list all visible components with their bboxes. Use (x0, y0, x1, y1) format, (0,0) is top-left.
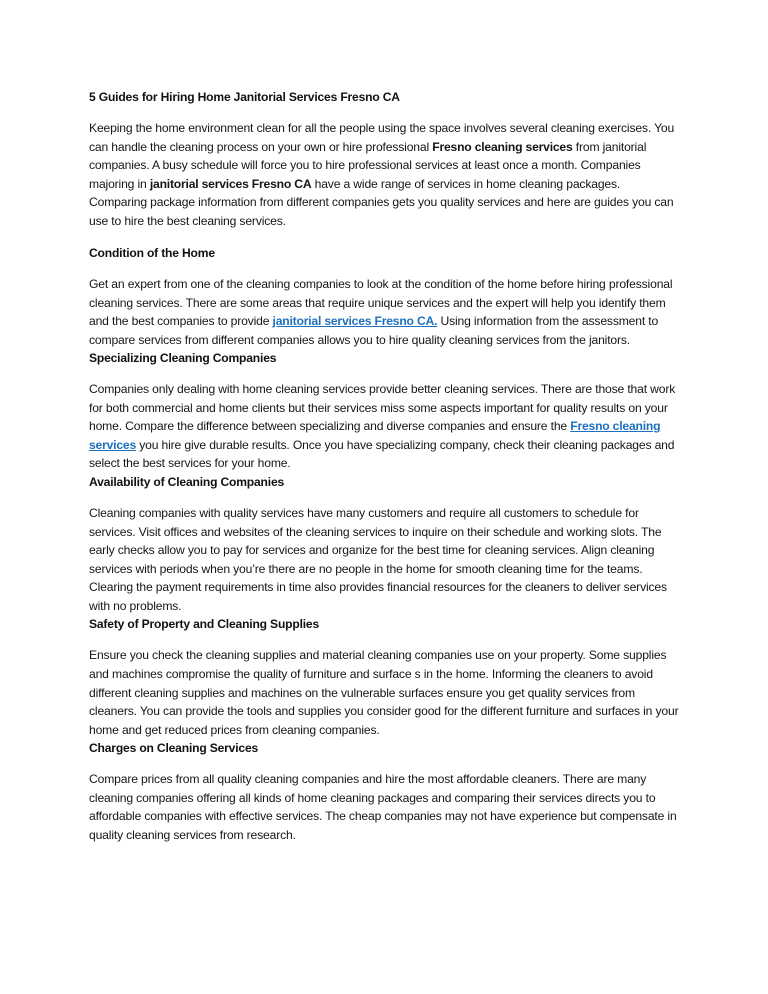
intro-text-part-3: have a wide range of services in home cleaning packages. Comparing package information from different companies gets you quality services and here are guides you can use to hire the best cleaning services. (89, 176, 674, 228)
intro-bold-fresno-cleaning-services: Fresno cleaning services (432, 139, 573, 154)
section-safety-of-property-and-cleaning-supplies (89, 615, 681, 739)
section-condition-of-the-home (89, 244, 681, 349)
section-charges-on-cleaning-services (89, 739, 681, 844)
section-text-part-1: Cleaning companies with quality services have many customers and require all customers to schedule for services. Visit offices and websites of the cleaning services to inquire on their schedule and working slots. The early checks allow you to pay for services and organize for the best time for cleaning services. Align cleaning services with periods when you’re there are no people in the home for smooth cleaning time for the teams. Clearing the payment requirements in time also provides financial resources for the cleaners to deliver services with no problems. (89, 506, 667, 613)
document-title: 5 Guides for Hiring Home Janitorial Services Fresno CA (89, 90, 400, 104)
document-body (89, 88, 681, 844)
section-availability-of-cleaning-companies (89, 473, 681, 615)
section-text-part-1: Get an expert from one of the cleaning companies to look at the condition of the home before hiring professional cleaning services. There are some areas that require unique services and the expert will help you identify them and the best companies to provide (89, 276, 673, 329)
section-text-part-2: you hire give durable results. Once you have specializing company, check their cleaning packages and select the best services for your home. (89, 437, 675, 471)
intro-paragraph (89, 119, 681, 230)
section-heading: Specializing Cleaning Companies (89, 351, 277, 366)
section-text-part-2: Using information from the assessment to compare services from different companies allows you to hire quality cleaning services from the janitors. (89, 314, 659, 347)
section-heading: Availability of Cleaning Companies (89, 474, 285, 489)
section-paragraph (89, 646, 681, 739)
section-text-part-1: Compare prices from all quality cleaning companies and hire the most affordable cleaners. There are many cleaning companies offering all kinds of home cleaning packages and comparing their services directs you to affordable companies with effective services. The cheap companies may not have experience but compensate in quality cleaning services from research. (89, 772, 677, 842)
section-heading: Charges on Cleaning Services (89, 741, 259, 756)
section-specializing-cleaning-companies (89, 349, 681, 473)
section-paragraph (89, 380, 681, 473)
section-paragraph (89, 504, 681, 615)
section-text-part-1: Companies only dealing with home cleaning services provide better cleaning services. There are those that work for both commercial and home clients but their services miss some aspects important for quality results on your home. Compare the difference between specializing and diverse companies and ensure the (89, 382, 676, 434)
section-paragraph (89, 770, 681, 844)
section-paragraph (89, 275, 681, 349)
section-text-part-1: Ensure you check the cleaning supplies and material cleaning companies use on your property. Some supplies and machines compromise the quality of furniture and surface s in the home. Informing the cleaners to avoid different cleaning supplies and machines on the vulnerable surfaces ensure you get quality services from cleaners. You can provide the tools and supplies you consider good for the different furniture and surfaces in your home and get reduced prices from cleaning companies. (89, 648, 679, 737)
link-fresno-cleaning-services[interactable]: Fresno cleaning services (89, 419, 661, 452)
intro-text-part-1: Keeping the home environment clean for all the people using the space involves several cleaning exercises. You can handle the cleaning process on your own or hire professional (89, 121, 675, 154)
section-heading: Safety of Property and Cleaning Supplies (89, 617, 320, 632)
section-heading: Condition of the Home (89, 245, 215, 260)
intro-text-part-2: from janitorial companies. A busy schedule will force you to hire professional services at least once a month. Companies majoring in (89, 139, 647, 191)
intro-bold-janitorial-services-fresno-ca: janitorial services Fresno CA (149, 176, 312, 191)
link-janitorial-services-fresno-ca[interactable]: janitorial services Fresno CA. (272, 314, 438, 329)
